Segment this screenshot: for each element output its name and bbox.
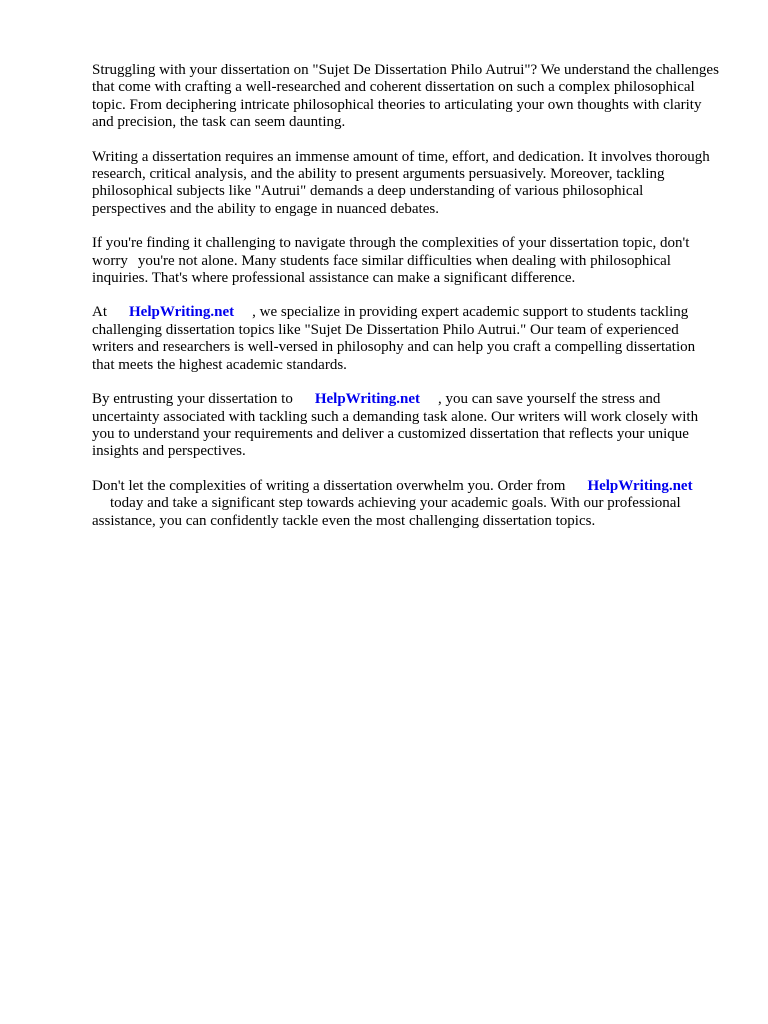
paragraph-challenge — [92, 235, 720, 287]
paragraph-about — [92, 304, 720, 374]
paragraph-order-text-a: Don't let the complexities of writing a dissertation overwhelm you. Order from — [92, 477, 566, 494]
paragraph-challenge-text-a: If you're finding it challenging to navigate through the complexities of your dissertation topic, don't worry — [92, 235, 690, 269]
paragraph-order-text-b: today and take a significant step towards achieving your academic goals. With our professional assistance, you can confidently tackle even the most challenging dissertation topics. — [92, 495, 681, 529]
paragraph-intro-text: Struggling with your dissertation on "Sujet De Dissertation Philo Autrui"? We understand the challenges that come with crafting a well-researched and coherent dissertation on such a complex philosophical topic. From deciphering intricate philosophical theories to articulating your own thoughts with clarity and precision, the task can seem daunting. — [92, 62, 719, 131]
paragraph-entrust-text-b: , you can save yourself the stress and uncertainty associated with tackling such a demanding task alone. Our writers will work closely with you to understand your requirements and deliver a customized dissertation that reflects your unique insights and perspectives. — [92, 391, 699, 460]
helpwriting-link-order[interactable]: HelpWriting.net — [587, 477, 693, 494]
helpwriting-link-about[interactable]: HelpWriting.net — [129, 304, 235, 321]
paragraph-entrust-text-a: By entrusting your dissertation to — [92, 391, 293, 408]
paragraph-entrust — [92, 391, 720, 461]
document-body — [92, 62, 720, 547]
paragraph-about-text-a: At — [92, 304, 107, 321]
paragraph-about-text-b: , we specialize in providing expert academic support to students tackling challenging dissertation topics like "Sujet De Dissertation Philo Autrui." Our team of experienced writers and researchers is well-versed in philosophy and can help you craft a compelling dissertation that meets the highest academic standards. — [92, 304, 696, 373]
paragraph-requirements — [92, 149, 720, 219]
paragraph-intro — [92, 62, 720, 132]
helpwriting-link-entrust[interactable]: HelpWriting.net — [314, 391, 420, 408]
paragraph-order — [92, 478, 720, 530]
paragraph-challenge-text-b: you're not alone. Many students face similar difficulties when dealing with philosophical inquiries. That's where professional assistance can make a significant difference. — [92, 252, 671, 287]
paragraph-requirements-text: Writing a dissertation requires an immense amount of time, effort, and dedication. It involves thorough research, critical analysis, and the ability to present arguments persuasively. Moreover, tackling philosophical subjects like "Autrui" demands a deep understanding of various philosophical perspectives and the ability to engage in nuanced debates. — [92, 148, 710, 217]
